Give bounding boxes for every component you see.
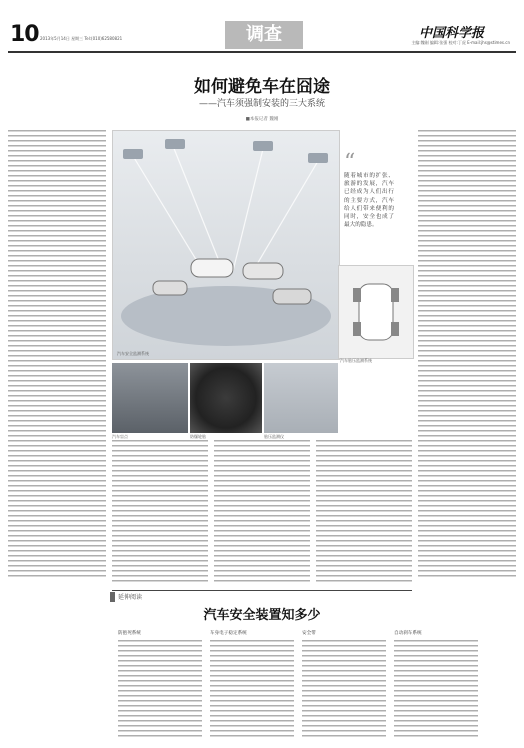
article-subheadline: ——汽车须强制安装的三大系统 xyxy=(198,99,325,109)
mirror-photo xyxy=(112,363,188,433)
hero-caption: 汽车安全监测系统 xyxy=(117,351,149,356)
pull-quote-text: 随着城市的扩张、旅游的发展，汽车已经成为人们出行的主要方式，汽车给人们带来便利的同时，安全也成了最大的隐患。 xyxy=(344,173,394,229)
page-header xyxy=(0,0,524,56)
header-rule xyxy=(8,51,516,53)
body-column-center-2 xyxy=(214,440,310,585)
section-divider xyxy=(112,590,412,591)
body-column-center-3 xyxy=(316,440,412,585)
feature-column-4 xyxy=(394,640,478,740)
feature-column-heading-4: 自动刹车系统 xyxy=(394,631,422,636)
diagram-caption: 汽车胎压监测系统 xyxy=(340,358,372,363)
aside-label: 延伸阅读 xyxy=(118,594,143,601)
photo1-caption: 汽车盲点 xyxy=(112,434,128,439)
car-network-graphic xyxy=(113,131,339,359)
aside-marker xyxy=(110,592,115,602)
feature-column-2 xyxy=(210,640,294,740)
feature-column-1 xyxy=(118,640,202,740)
article-byline: ■本报记者 魏刚 xyxy=(245,117,279,122)
tire-photo xyxy=(190,363,262,433)
photo3-caption: 胎压监测仪 xyxy=(264,434,284,439)
feature-column-heading-3: 安全带 xyxy=(302,631,316,636)
article-headline: 如何避免车在囧途 xyxy=(194,77,330,97)
tpms-monitor-photo xyxy=(264,363,338,433)
newspaper-logo: 中国科学报 xyxy=(418,26,484,41)
editor-credits: 主编:魏刚 编辑:张强 校对:丁虎 E-mail:jhs@stimes.cn xyxy=(411,40,510,45)
dateline: 2013年5月14日 星期三 Tel:(010)62580821 xyxy=(40,36,123,41)
section-tab: 调查 xyxy=(225,21,303,49)
feature-column-heading-2: 车身电子稳定系统 xyxy=(210,631,247,636)
tire-pressure-diagram xyxy=(338,265,414,359)
car-topview-graphic xyxy=(339,266,413,358)
quote-mark-icon: “ xyxy=(344,150,356,175)
body-column-right xyxy=(418,130,516,580)
feature-column-heading-1: 防抱死系统 xyxy=(118,631,141,636)
hero-illustration xyxy=(112,130,340,360)
feature-title: 汽车安全装置知多少 xyxy=(203,608,321,623)
feature-column-3 xyxy=(302,640,386,740)
page-number: 10 xyxy=(10,22,39,47)
body-column-left xyxy=(8,130,106,580)
photo2-caption: 防爆轮胎 xyxy=(190,434,206,439)
body-column-center-1 xyxy=(112,440,208,585)
